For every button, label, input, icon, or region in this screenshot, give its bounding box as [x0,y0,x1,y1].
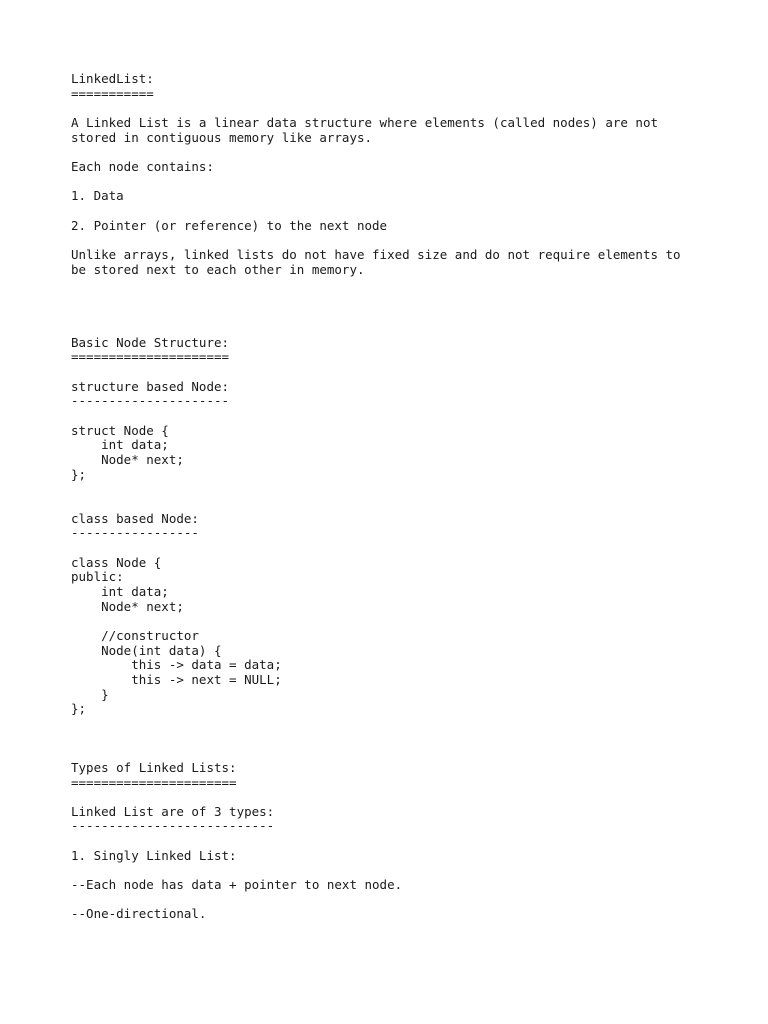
document-text: LinkedList: =========== A Linked List is a linear data structure where elements (called nodes) are not stored in contiguous memory like arrays. Each node contains: 1. Data 2. Pointer (or reference) to the next node Unlike arrays, linked lists do not have fixed size and do not require elements to be stored next to each other in memory. Basic Node Structure: ===================== structure based Node: --------------------- struct Node { int data; Node* next; }; class based Node: ----------------- class Node { public: int data; Node* next; //constructor Node(int data) { this -> data = data; this -> next = NULL; } }; Types of Linked Lists: ====================== Linked List are of 3 types: --------------------------- 1. Singly Linked List: --Each node has data + pointer to next node. --One-directional. [71,71,681,922]
document-page [71,72,751,922]
